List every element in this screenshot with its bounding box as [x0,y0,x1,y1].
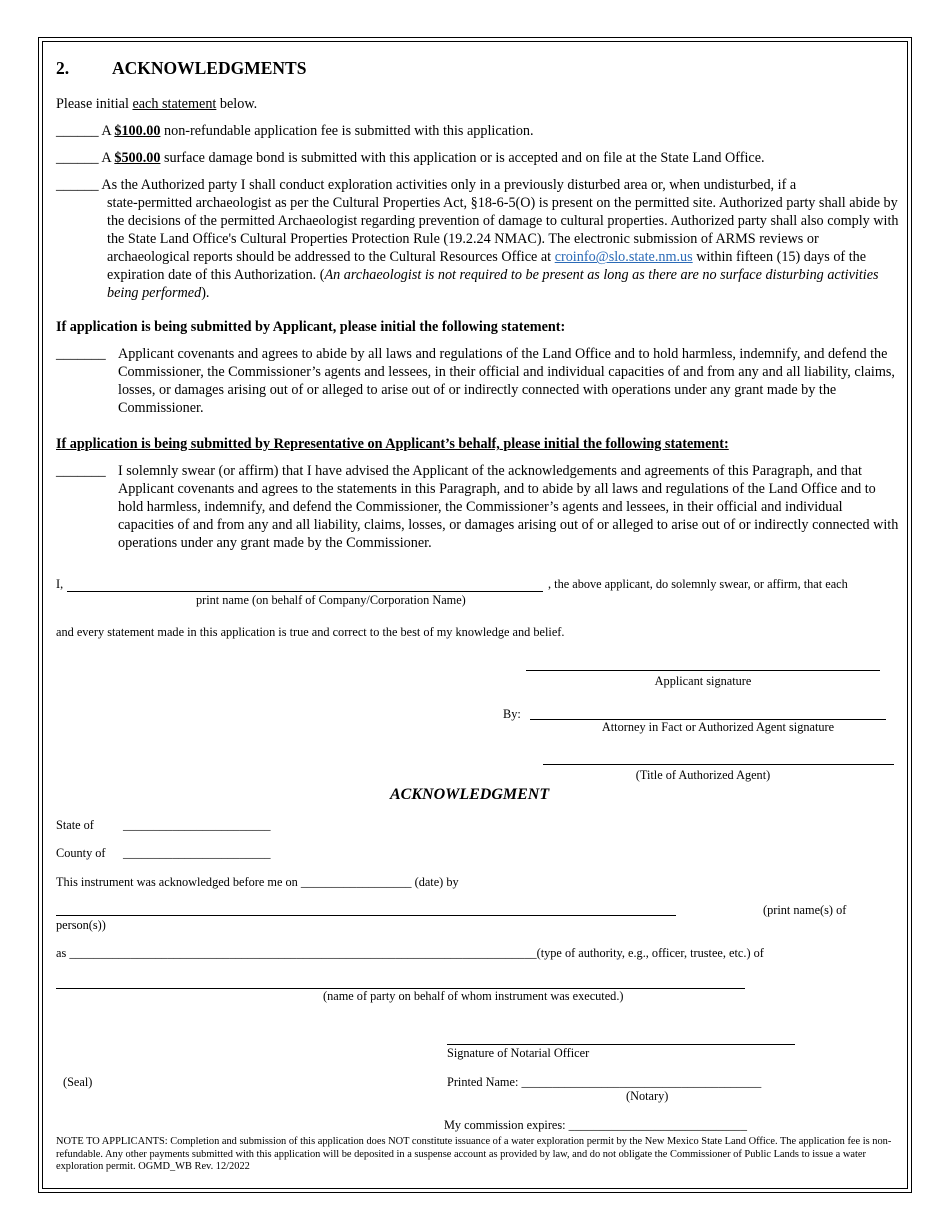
fee-pre: A [98,123,115,139]
instrument-date-field[interactable]: __________________ [300,875,412,889]
printed-name-line [447,1075,761,1090]
oath-suffix: , the above applicant, do solemnly swear, or affirm, that each [548,577,848,591]
intro-suffix: below. [216,96,258,112]
notary-signature-caption: Signature of Notarial Officer [447,1046,590,1060]
statement-bond [56,149,765,167]
applicant-heading: If application is being submitted by Applicant, please initial the following statement: [56,319,566,335]
party-caption: (name of party on behalf of whom instrument was executed.) [323,989,624,1003]
commission-label: My commission expires: [444,1118,569,1132]
county-field[interactable]: ________________________ [123,846,271,860]
authority-field[interactable]: ____________________________________________________________________________ [69,946,537,960]
statement-archaeology-first [56,176,796,194]
oath-prefix: I, [56,577,64,591]
statement-fee [56,122,534,140]
fee-amount: $100.00 [114,123,161,139]
section-number: 2. [56,58,70,78]
as-label: as [56,946,70,960]
commission-field[interactable]: _____________________________ [568,1118,747,1132]
initial-blank-fee[interactable]: ______ [56,123,99,139]
authority-caption: (type of authority, e.g., officer, trustee, etc.) of [536,946,764,960]
initial-blank-archaeology[interactable]: ______ [56,177,99,193]
print-names-caption: (print name(s) of [763,903,847,917]
bond-pre: A [98,150,115,166]
state-label: State of [56,818,94,832]
footer-note: NOTE TO APPLICANTS: Completion and submission of this application does NOT constitute issuance of a water exploration permit by the New Mexico State Land Office. The application fee is non-refundable. Any other payments submitted with this application will be deposited in a suspense account as provided by law, and do not obligate the Commissioner of Public Lands to issue a water exploration permit. OGMD_WB Rev. 12/2022 [56,1136,892,1172]
person-names-line[interactable] [56,915,676,916]
initial-blank-applicant[interactable]: _______ [56,346,106,362]
notary-caption: (Notary) [626,1089,669,1103]
archaeology-after-email: within fifteen (15) days of the expiration date of this Authorization. ( [107,249,867,284]
representative-statement: I solemnly swear (or affirm) that I have advised the Applicant of the acknowledgements and agreements of this Paragraph, and that Applicant covenants and agrees to the statements in this Paragraph, and to abide by all laws and regulations of the Land Office and to hold harmless, indemnify, and defend the Commissioner, the Commissioner’s agents and lessees, in their official and individual capacities of and from any and all liability, claims, losses, or damages arising out of or alleged to arise out of or indirectly connected with operations under any grant made by the Commissioner. [118,463,899,552]
representative-heading: If application is being submitted by Representative on Applicant’s behalf, please initial the following statement: [56,436,729,452]
archaeology-body: state-permitted archaeologist as per the Cultural Properties Act, §18-6-5(O) is present on the permitted site. Authorized party shall abide by the decisions of the permitted Archaeologist regarding prevention of damage to cultural properties. Authorized party shall also comply with the State Land Office's Cultural Properties Protection Rule (19.2.24 NMAC). The electronic submission of ARMS reviews or archaeological reports should be addressed to the Cultural Resources Office at [107,195,899,266]
fee-rest: non-refundable application fee is submitted with this application. [160,123,534,139]
bond-rest: surface damage bond is submitted with this application or is accepted and on file at the State Land Office. [160,150,765,166]
instrument-line [56,875,459,890]
croinfo-email-link[interactable]: croinfo@slo.state.nm.us [554,249,693,266]
archaeology-end: ). [201,285,210,302]
archaeology-italic-note: An archaeologist is not required to be present as long as there are no surface disturbing activities being performed [107,267,879,302]
applicant-statement: Applicant covenants and agrees to abide by all laws and regulations of the Land Office and to hold harmless, indemnify, and defend the Commissioner, the Commissioner’s agents and lessees, in their official and individual capacities of and from any and all liability, claims, losses, or damages arising out of or alleged to arise out of or indirectly connected with operations under any grant made by the Commissioner. [118,346,895,417]
agent-title-caption: (Title of Authorized Agent) [635,768,771,782]
intro-prefix: Please initial [56,96,133,112]
notary-signature-line[interactable] [447,1044,795,1045]
print-name-caption: print name (on behalf of Company/Corporation Name) [196,593,466,607]
initial-blank-bond[interactable]: ______ [56,150,99,166]
authority-line [56,946,764,961]
agent-signature-caption: Attorney in Fact or Authorized Agent signature [601,720,835,734]
agent-title-line[interactable] [543,764,894,765]
applicant-signature-line[interactable] [526,670,880,671]
print-name-line[interactable] [67,591,543,592]
oath-line-2: and every statement made in this application is true and correct to the best of my knowledge and belief. [56,625,565,639]
statement-archaeology-body [107,194,899,303]
instrument-suffix: (date) by [411,875,459,889]
county-label: County of [56,846,106,860]
instrument-prefix: This instrument was acknowledged before me on [56,875,301,889]
applicant-signature-caption: Applicant signature [654,674,752,688]
intro-line [56,95,257,113]
intro-underlined: each statement [132,96,217,112]
section-title: ACKNOWLEDGMENTS [112,58,307,78]
persons-caption: person(s)) [56,918,106,932]
initial-blank-representative[interactable]: _______ [56,463,106,479]
by-label: By: [503,707,521,721]
printed-name-field[interactable]: _______________________________________ [521,1075,762,1089]
printed-name-label: Printed Name: [447,1075,522,1089]
archaeology-first-line: As the Authorized party I shall conduct exploration activities only in a previously disturbed area or, when undisturbed, if a [98,177,797,193]
state-field[interactable]: ________________________ [123,818,271,832]
seal-label: (Seal) [63,1075,93,1089]
bond-amount: $500.00 [114,150,161,166]
acknowledgment-title: ACKNOWLEDGMENT [390,786,550,803]
commission-line [444,1118,747,1133]
